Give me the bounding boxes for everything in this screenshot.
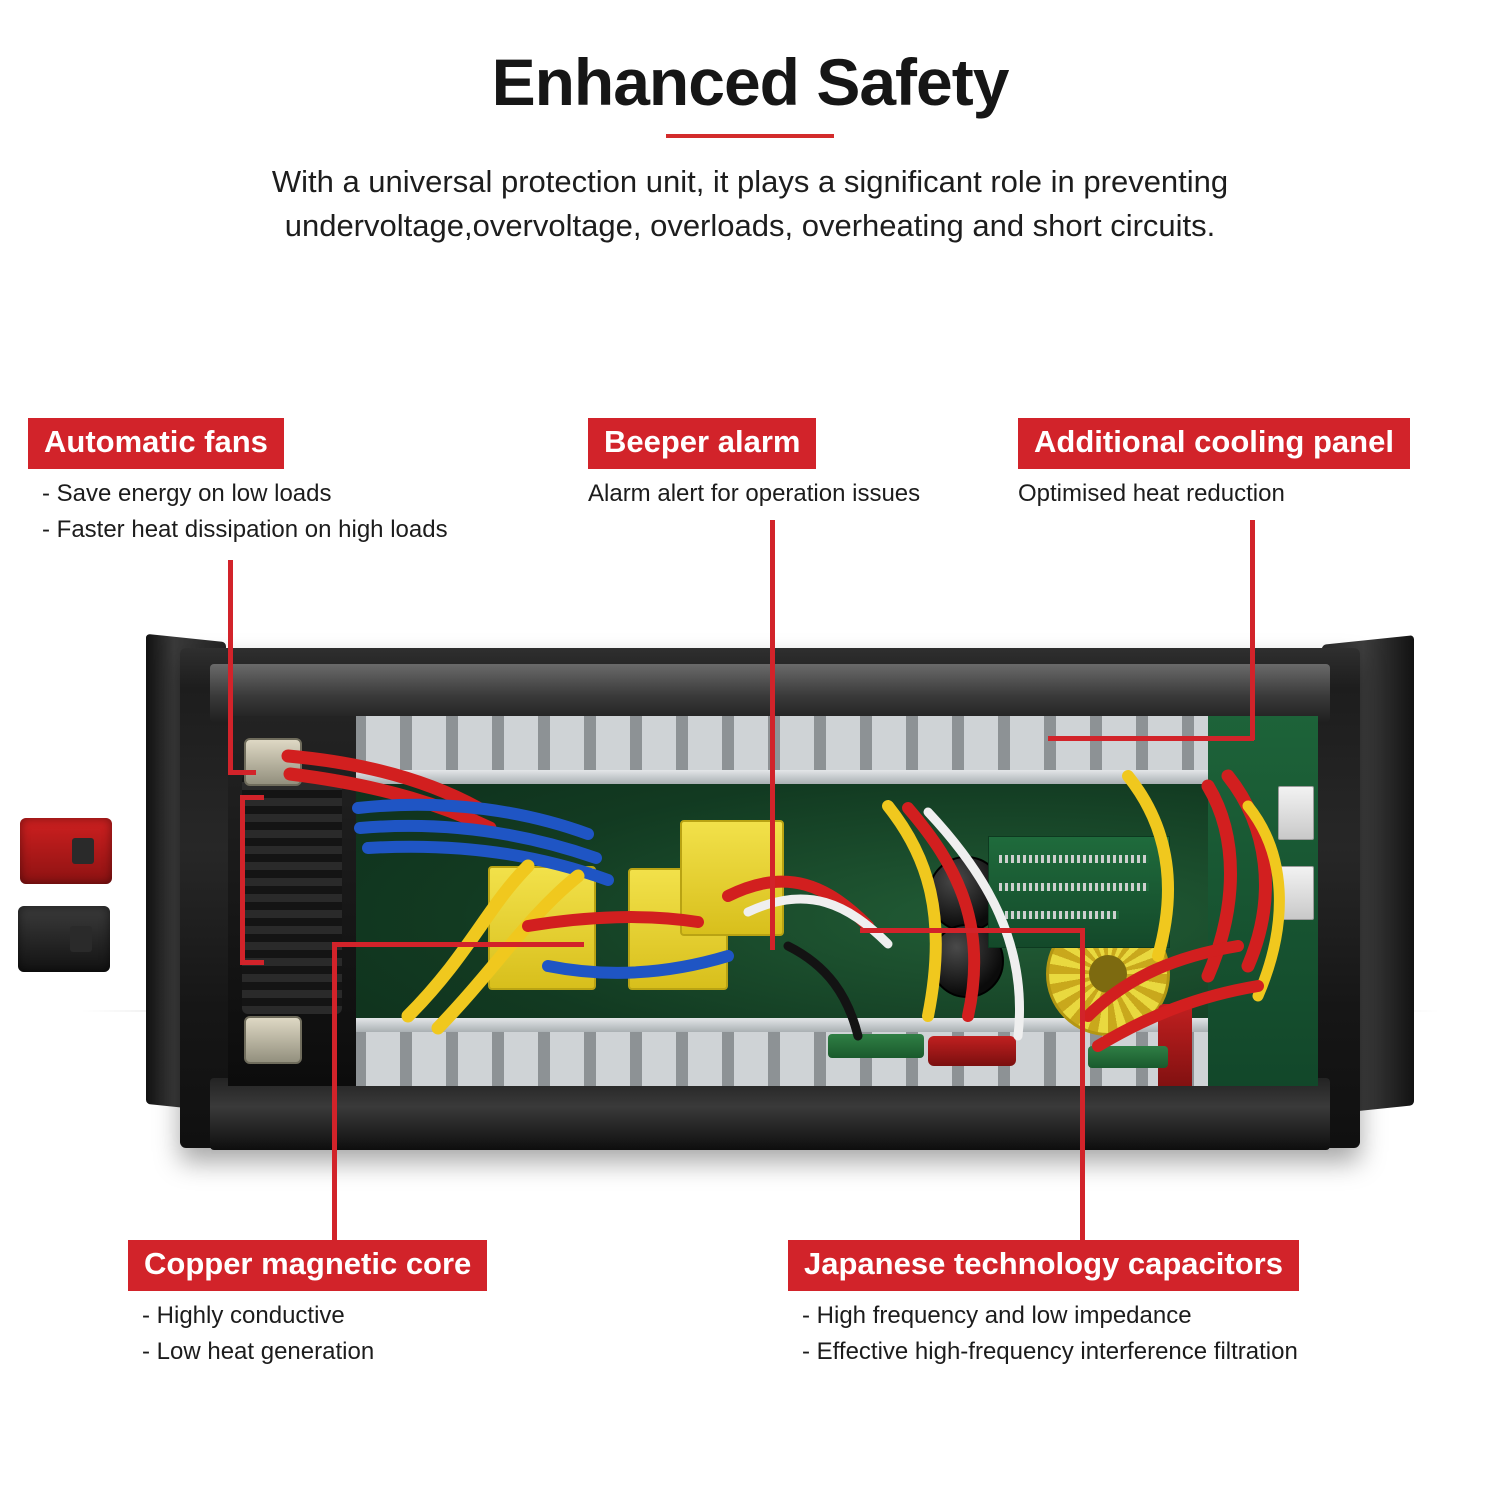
callout-desc-beeper-alarm [588, 477, 920, 511]
aluminium-strip-bottom [228, 1018, 1318, 1032]
film-capacitor-2 [1158, 1004, 1192, 1086]
dc-terminal-lug-positive [244, 738, 302, 786]
leader-line-beeper-alarm [770, 520, 775, 950]
callout-desc-copper-magnetic-core [128, 1299, 487, 1369]
leader-line-cooling-panel [1250, 520, 1255, 740]
leader-line-automatic-fans-bracket-bottom [240, 960, 264, 965]
callout-label-additional-cooling-panel: Additional cooling panel [1018, 418, 1410, 469]
callout-japanese-technology-capacitors [788, 1240, 1299, 1369]
leader-line-automatic-fans-bracket-top [240, 795, 264, 800]
callout-desc-line: - Effective high-frequency interference filtration [802, 1337, 1298, 1365]
callout-label-copper-magnetic-core: Copper magnetic core [128, 1240, 487, 1291]
ic-package-2 [999, 883, 1149, 891]
positive-terminal [20, 818, 112, 884]
leader-line-japanese-capacitors [1080, 928, 1085, 1242]
callout-desc-line: - Save energy on low loads [42, 479, 332, 507]
ic-package-3 [999, 911, 1119, 919]
dc-terminal-lug-negative [244, 1016, 302, 1064]
callout-desc-line: - High frequency and low impedance [802, 1301, 1192, 1329]
callout-desc-line: Alarm alert for operation issues [588, 479, 921, 507]
page-title: Enhanced Safety [491, 45, 1009, 119]
callout-desc-additional-cooling-panel [1018, 477, 1410, 511]
green-capacitor-2 [1088, 1046, 1168, 1068]
callout-label-automatic-fans: Automatic fans [28, 418, 284, 469]
callout-additional-cooling-panel [1018, 418, 1410, 511]
wire-connector-1 [1278, 786, 1314, 840]
leader-line-copper-core-elbow [332, 942, 584, 947]
subtitle [0, 160, 1500, 248]
inverter-enclosure [110, 638, 1410, 1158]
callout-desc-line: - Highly conductive [142, 1301, 345, 1329]
leader-line-automatic-fans-elbow [228, 770, 256, 775]
film-capacitor-1 [928, 1036, 1016, 1066]
subtitle-line-2: undervoltage,overvoltage, overloads, overheating and short circuits. [284, 208, 1216, 244]
leader-line-copper-core [332, 946, 337, 1242]
callout-label-japanese-technology-capacitors: Japanese technology capacitors [788, 1240, 1299, 1291]
callout-beeper-alarm [588, 418, 920, 511]
title-underline [666, 134, 834, 138]
green-capacitor-1 [828, 1034, 924, 1058]
callout-automatic-fans [28, 418, 448, 547]
magnetic-core-transformer-1 [488, 866, 596, 990]
callout-copper-magnetic-core [128, 1240, 487, 1369]
callout-desc-automatic-fans [28, 477, 448, 547]
callout-label-beeper-alarm: Beeper alarm [588, 418, 816, 469]
leader-line-automatic-fans-bracket [240, 800, 245, 965]
wire-connector-2 [1278, 866, 1314, 920]
fan-grille [242, 774, 342, 1014]
subtitle-line-1: With a universal protection unit, it plays a significant role in preventing [271, 164, 1229, 199]
ic-package-1 [999, 855, 1149, 863]
product-image [80, 620, 1440, 1180]
callout-desc-line: - Faster heat dissipation on high loads [42, 515, 448, 543]
negative-terminal-slot [70, 926, 92, 952]
header [0, 0, 1500, 248]
magnetic-core-transformer-3 [680, 820, 784, 936]
enclosure-bottom-rail [210, 1078, 1330, 1150]
leader-line-japanese-capacitors-elbow [860, 928, 1084, 933]
positive-terminal-slot [72, 838, 94, 864]
callout-desc-line: Optimised heat reduction [1018, 479, 1285, 507]
callout-desc-line: - Low heat generation [142, 1337, 375, 1365]
leader-line-cooling-panel-elbow [1048, 736, 1254, 741]
leader-line-automatic-fans [228, 560, 233, 770]
callout-desc-japanese-technology-capacitors [788, 1299, 1299, 1369]
negative-terminal [18, 906, 110, 972]
